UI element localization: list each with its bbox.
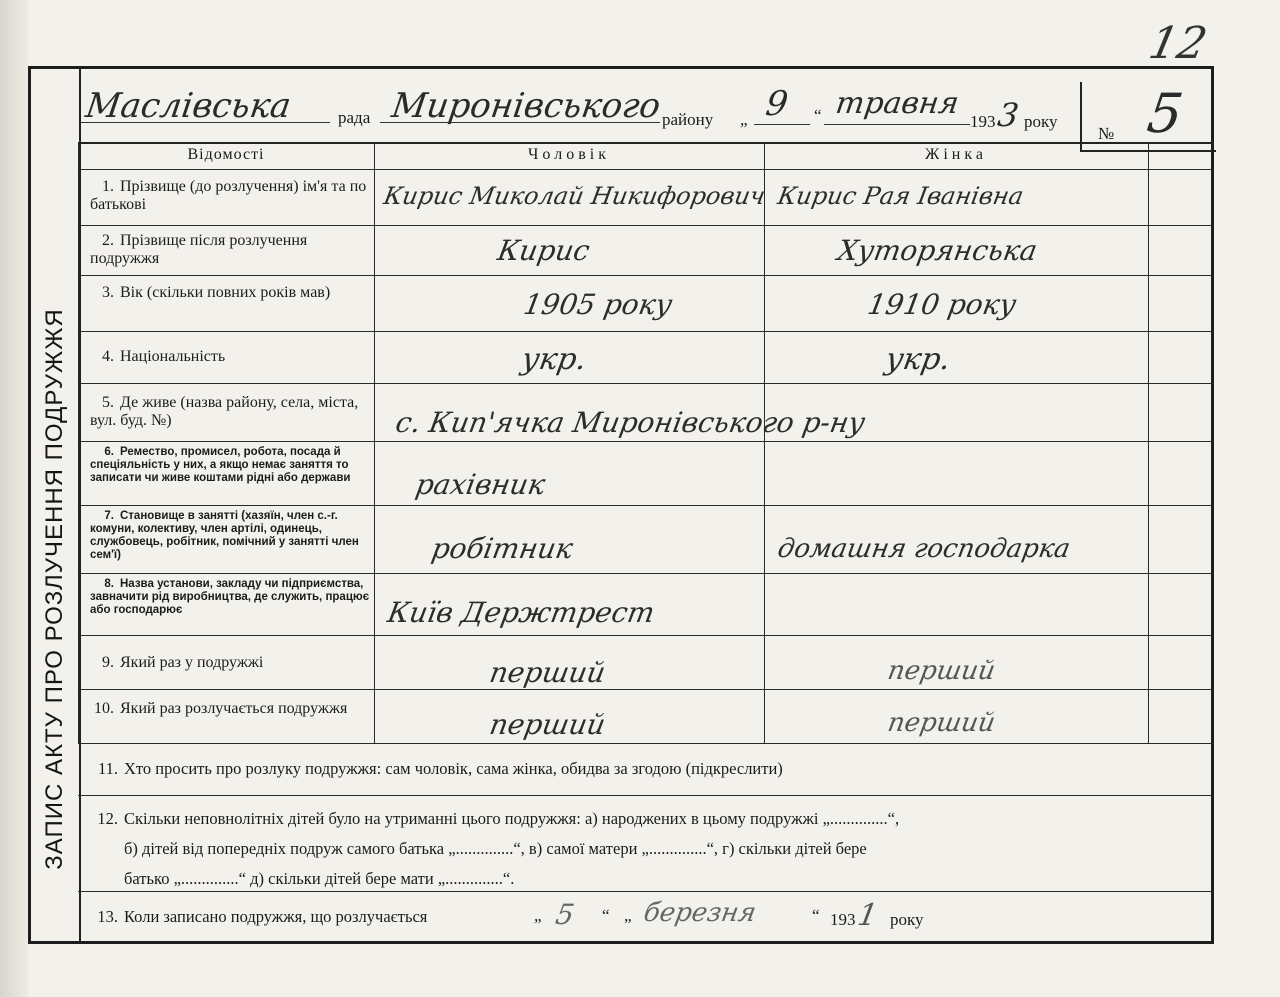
row-label-text: Становище в занятті (хазяїн, член с.-г. комуни, колективу, член артілі, одинець, службовець, робітник, помічний у занятті член сем'ї) — [90, 510, 359, 561]
husband-name: Кирис Миколай Никифорович — [381, 182, 768, 210]
row-label-text: Прізвище після розлучення подружжя — [90, 232, 308, 267]
year-handwritten: 3 — [995, 96, 1022, 134]
table-row — [78, 506, 1214, 574]
side-title: ЗАПИС АКТУ ПРО РОЗЛУЧЕННЯ ПОДРУЖЖЯ — [41, 308, 68, 870]
divorce-requester-text: Хто просить про розлуку подружжя: сам чоловік, сама жінка, обидва за згодою (підкреслити) — [124, 759, 783, 778]
table-row — [78, 226, 1214, 276]
marriage-year-handwritten: 1 — [854, 898, 881, 933]
children-line-2: б) дітей від попередніх подруж самого батька „..............“, в) самої матери „..............“, г) скільки дітей бере — [124, 839, 867, 858]
table-row — [78, 636, 1214, 690]
table-row — [78, 574, 1214, 636]
row-label-text: Вік (скільки повних років мав) — [120, 284, 331, 301]
row-label-text: Назва установи, закладу чи підприємства, завначити рід виробництва, де служить, працює або господарює — [90, 578, 370, 616]
number-handwritten: 5 — [1143, 82, 1187, 145]
wife-divorce-count: перший — [885, 708, 998, 738]
row-label — [78, 700, 374, 718]
open-quote: „ — [624, 906, 632, 925]
residence: с. Кип'ячка Миронівського р-ну — [393, 406, 868, 439]
row-number: 6. — [104, 446, 114, 458]
number-label: № — [1098, 124, 1115, 143]
open-quote: „ — [534, 906, 542, 925]
marriage-day-handwritten: 5 — [553, 898, 577, 931]
marriage-month-handwritten: березня — [641, 898, 759, 928]
row-number: 5. — [102, 394, 114, 411]
table-row — [78, 170, 1214, 226]
line-11-text — [78, 754, 1214, 784]
wife-name: Кирис Рая Іванівна — [775, 182, 1026, 210]
line-13-text — [78, 902, 427, 932]
row-label — [78, 578, 370, 617]
marriage-year-prefix: 193 — [830, 910, 856, 929]
marriage-date-label: Коли записано подружжя, що розлучається — [124, 907, 428, 926]
table-row — [78, 384, 1214, 442]
day-handwritten: 9 — [763, 84, 791, 124]
table-row — [78, 276, 1214, 332]
line-13 — [78, 892, 1214, 940]
row-number: 7. — [104, 510, 114, 522]
district-handwritten: Миронівського — [389, 86, 663, 126]
row-label — [78, 654, 374, 672]
line-12 — [78, 796, 1214, 892]
wife-birth-year: 1910 року — [865, 288, 1019, 321]
open-quote: „ — [740, 110, 748, 129]
row-label — [78, 178, 374, 214]
marriage-year-label: року — [890, 910, 924, 929]
row-label — [78, 348, 374, 366]
row-label-text: Який раз розлучається подружжя — [120, 700, 348, 717]
wife-position: домашня господарка — [775, 534, 1073, 564]
row-label-text: Національність — [120, 348, 226, 365]
row-number: 2. — [102, 232, 114, 249]
close-quote: “ — [602, 906, 610, 925]
husband-nationality: укр. — [518, 342, 590, 377]
col-header-fields: Відомості — [187, 146, 265, 163]
col-header-husband: Чоловік — [528, 146, 610, 163]
husband-position: робітник — [429, 532, 576, 565]
table-row — [78, 690, 1214, 744]
row-number: 10. — [94, 700, 114, 717]
council-handwritten: Маслівська — [83, 86, 294, 126]
row-number: 9. — [102, 654, 114, 671]
table-header-row — [78, 142, 1214, 170]
husband-divorce-count: перший — [487, 708, 609, 741]
close-quote: “ — [812, 906, 820, 925]
husband-surname-after: Кирис — [495, 234, 593, 267]
row-label — [78, 284, 374, 302]
year-prefix: 193 — [970, 112, 996, 131]
husband-birth-year: 1905 року — [521, 288, 675, 321]
row-number: 3. — [102, 284, 114, 301]
row-label-text: Ремество, промисел, робота, посада й спеціяльність у них, а якщо немає заняття то записати чи живе коштами рідні або держави — [90, 446, 351, 484]
line-11 — [78, 744, 1214, 796]
row-number: 1. — [102, 178, 114, 195]
row-number: 4. — [102, 348, 114, 365]
close-quote: “ — [814, 106, 822, 125]
col-header-wife: Жінка — [925, 146, 987, 163]
district-label: району — [662, 110, 714, 129]
row-label-text: Який раз у подружжі — [120, 654, 264, 671]
table-row — [78, 442, 1214, 506]
year-label: року — [1024, 112, 1058, 131]
corner-page-number: 12 — [1144, 18, 1212, 69]
line-11-number: 11. — [97, 759, 118, 778]
wife-marriage-count: перший — [885, 656, 998, 686]
row-label — [78, 394, 374, 430]
line-13-number: 13. — [97, 907, 118, 926]
row-label-text: Де живе (назва району, села, міста, вул. буд. №) — [90, 394, 359, 429]
table-row — [78, 332, 1214, 384]
husband-workplace: Київ Держтрест — [385, 596, 658, 629]
row-label — [78, 232, 374, 268]
wife-nationality: укр. — [882, 342, 954, 377]
side-band — [31, 69, 81, 941]
month-handwritten: травня — [833, 86, 962, 121]
husband-marriage-count: перший — [487, 656, 609, 689]
page-edge — [0, 0, 28, 997]
children-line-3: батько „..............“ д) скільки дітей бере мати „..............“. — [124, 869, 515, 888]
wife-surname-after: Хуторянська — [835, 234, 1040, 267]
line-12-text — [78, 804, 1214, 894]
husband-occupation: рахівник — [413, 468, 548, 501]
children-line-1-text: Скільки неповнолітніх дітей було на утриманні цього подружжя: а) народжених в цьому подружжі „..............“, — [124, 809, 900, 828]
row-label-text: Прізвище (до розлучення) ім'я та по батькові — [90, 178, 367, 213]
council-label: рада — [338, 108, 371, 127]
row-label — [78, 446, 370, 485]
children-line-1 — [78, 804, 1214, 834]
line-12-number: 12. — [97, 809, 118, 828]
row-label — [78, 510, 370, 562]
row-number: 8. — [104, 578, 114, 590]
